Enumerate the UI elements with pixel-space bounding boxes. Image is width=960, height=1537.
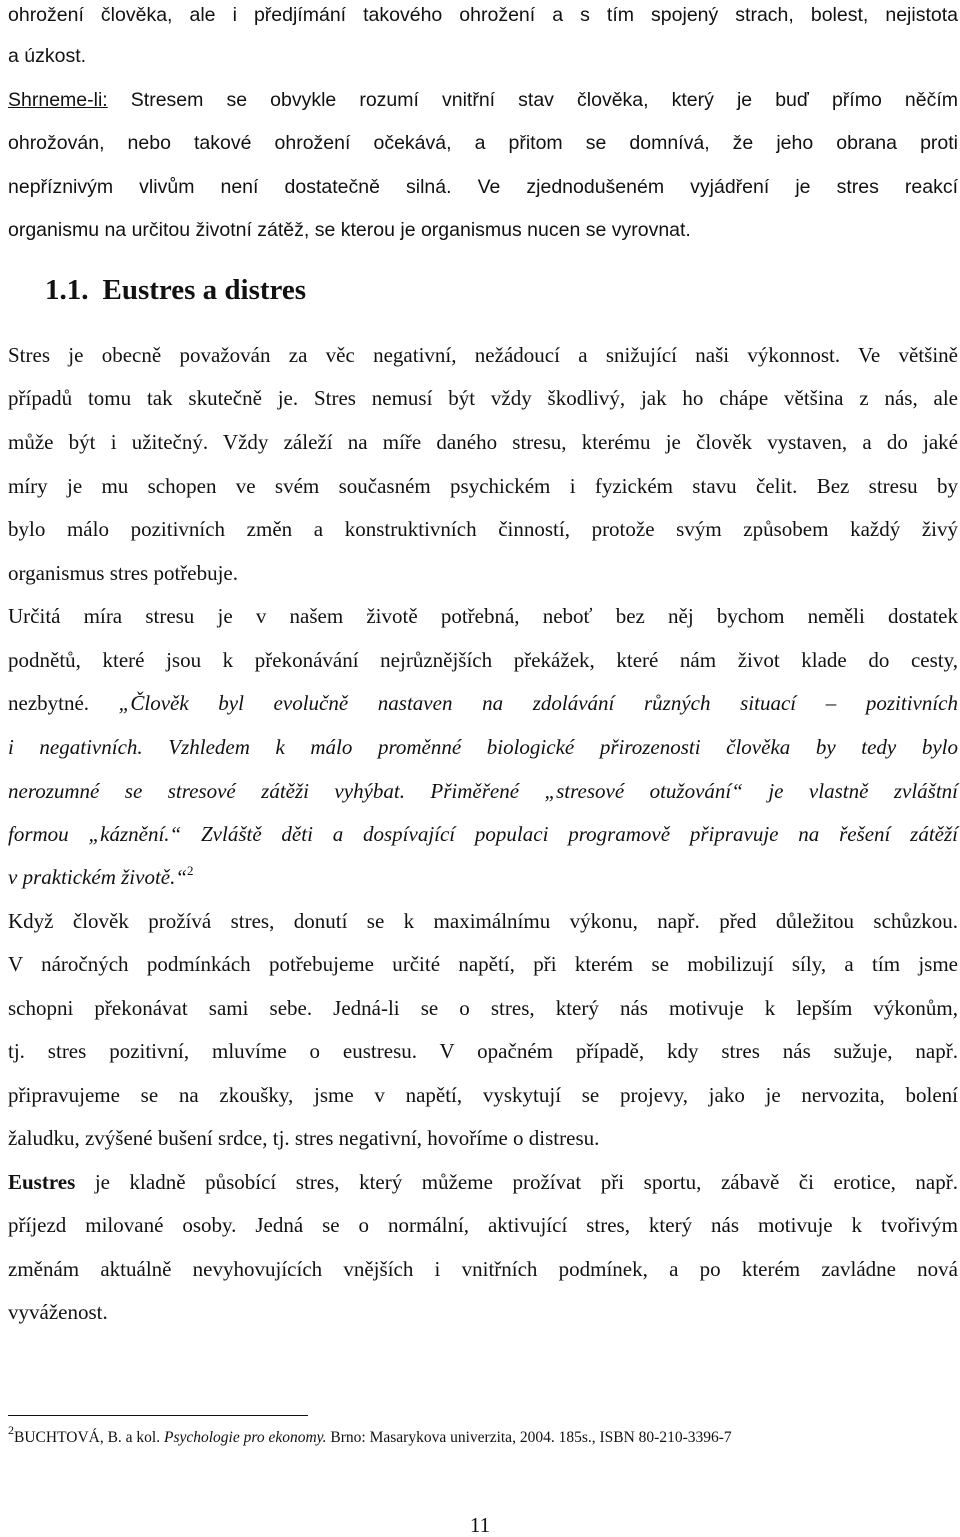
quote-start: „Člověk byl evolučně nastaven na zdolávání různých situací – pozitivních — [118, 691, 958, 715]
p4-line-1 — [8, 1170, 958, 1194]
p2-line-4 — [8, 735, 958, 759]
p4-line-4: vyváženost. — [8, 1300, 108, 1324]
intro-line-3 — [8, 88, 958, 112]
p2-line-5 — [8, 779, 958, 803]
p1-line-3: může být i užitečný. Vždy záleží na míře daného stresu, kterému je člověk vystaven, a do jaké — [8, 430, 958, 454]
footnote-title: Psychologie pro ekonomy. — [163, 1429, 327, 1446]
footnote-authors: BUCHTOVÁ, B. a kol. — [14, 1429, 164, 1446]
p4-line-1-text: je kladně působící stres, který můžeme prožívat při sportu, zábavě či erotice, např. — [75, 1170, 958, 1194]
section-number: 1.1. — [45, 274, 89, 306]
intro-line-6: organismu na určitou životní zátěž, se kterou je organismus nucen se vyrovnat. — [8, 219, 691, 241]
intro-line-4: ohrožován, nebo takové ohrožení očekává, a přitom se domnívá, že jeho obrana proti — [8, 132, 958, 154]
term-eustres: Eustres — [8, 1170, 76, 1194]
p1-line-4: míry je mu schopen ve svém současném psychickém i fyzickém stavu čelit. Bez stresu by — [8, 474, 958, 498]
p3-line-3: schopni překonávat sami sebe. Jedná-li se o stres, který nás motivuje k lepším výkonům, — [8, 996, 958, 1020]
p4-line-2: příjezd milované osoby. Jedná se o normální, aktivující stres, který nás motivuje k tvořivým — [8, 1213, 958, 1237]
p3-line-5: připravujeme se na zkoušky, jsme v napětí, vyskytují se projevy, jako je nervozita, bolení — [8, 1083, 958, 1107]
p4-line-3: změnám aktuálně nevyhovujících vnějších i vnitřních podmínek, a po kterém zavládne nová — [8, 1257, 958, 1281]
p3-line-6: žaludku, zvýšené bušení srdce, tj. stres negativní, hovoříme o distresu. — [8, 1126, 600, 1150]
p3-line-1: Když člověk prožívá stres, donutí se k maximálnímu výkonu, např. před důležitou schůzkou. — [8, 909, 958, 933]
p1-line-6: organismus stres potřebuje. — [8, 561, 238, 585]
p2-line-2: podnětů, které jsou k překonávání nejrůznějších překážek, které nám život klade do cesty, — [8, 648, 958, 672]
intro-line-2: a úzkost. — [8, 45, 87, 67]
p3-line-2: V náročných podmínkách potřebujeme určité napětí, při kterém se mobilizují síly, a tím jsme — [8, 952, 958, 976]
footnote-reference[interactable]: 2 — [187, 863, 194, 878]
p1-line-2: případů tomu tak skutečně je. Stres nemusí být vždy škodlivý, jak ho chápe většina z nás, ale — [8, 386, 958, 410]
footnote-separator — [8, 1415, 308, 1416]
section-title: Eustres a distres — [102, 274, 307, 306]
page-number: 11 — [469, 1513, 491, 1537]
p1-line-1: Stres je obecně považován za věc negativní, nežádoucí a snižující naši výkonnost. Ve většině — [8, 343, 958, 367]
section-heading — [45, 273, 306, 307]
p2-line-1: Určitá míra stresu je v našem životě potřebná, neboť bez něj bychom neměli dostatek — [8, 604, 958, 628]
quote-line-5: nerozumné se stresové zátěži vyhýbat. Přiměřené „stresové otužování“ je vlastně zvláštní — [8, 779, 958, 803]
p1-line-5: bylo málo pozitivních změn a konstruktivních činností, protože svým způsobem každý živý — [8, 517, 958, 541]
quote-end: v praktickém životě.“ — [8, 865, 188, 889]
p2-line-7 — [8, 865, 958, 889]
p2-line-3 — [8, 691, 958, 715]
p3-line-4: tj. stres pozitivní, mluvíme o eustresu. V opačném případě, kdy stres nás sužuje, např. — [8, 1039, 958, 1063]
intro-line-1: ohrožení člověka, ale i předjímání takového ohrožení a s tím spojený strach, bolest, nejistota — [8, 4, 958, 26]
p2-line-6 — [8, 822, 958, 846]
quote-line-6: formou „káznění.“ Zvláště děti a dospívající populaci programově připravuje na řešení zátěží — [8, 822, 958, 846]
quote-line-4: i negativních. Vzhledem k málo proměnné biologické přirozenosti člověka by tedy bylo — [8, 735, 958, 759]
footnote-publication: Brno: Masarykova univerzita, 2004. 185s., ISBN 80-210-3396-7 — [326, 1429, 732, 1446]
intro-line-3-text: Stresem se obvykle rozumí vnitřní stav člověka, který je buď přímo něčím — [107, 89, 958, 111]
p2-line-3-plain: nezbytné. — [8, 691, 119, 715]
intro-line-5: nepříznivým vlivům není dostatečně silná. Ve zjednodušeném vyjádření je stres reakcí — [8, 176, 958, 198]
footnote-marker: 2 — [8, 1423, 14, 1437]
footnote — [8, 1423, 732, 1448]
summary-lead: Shrneme-li: — [8, 89, 108, 111]
